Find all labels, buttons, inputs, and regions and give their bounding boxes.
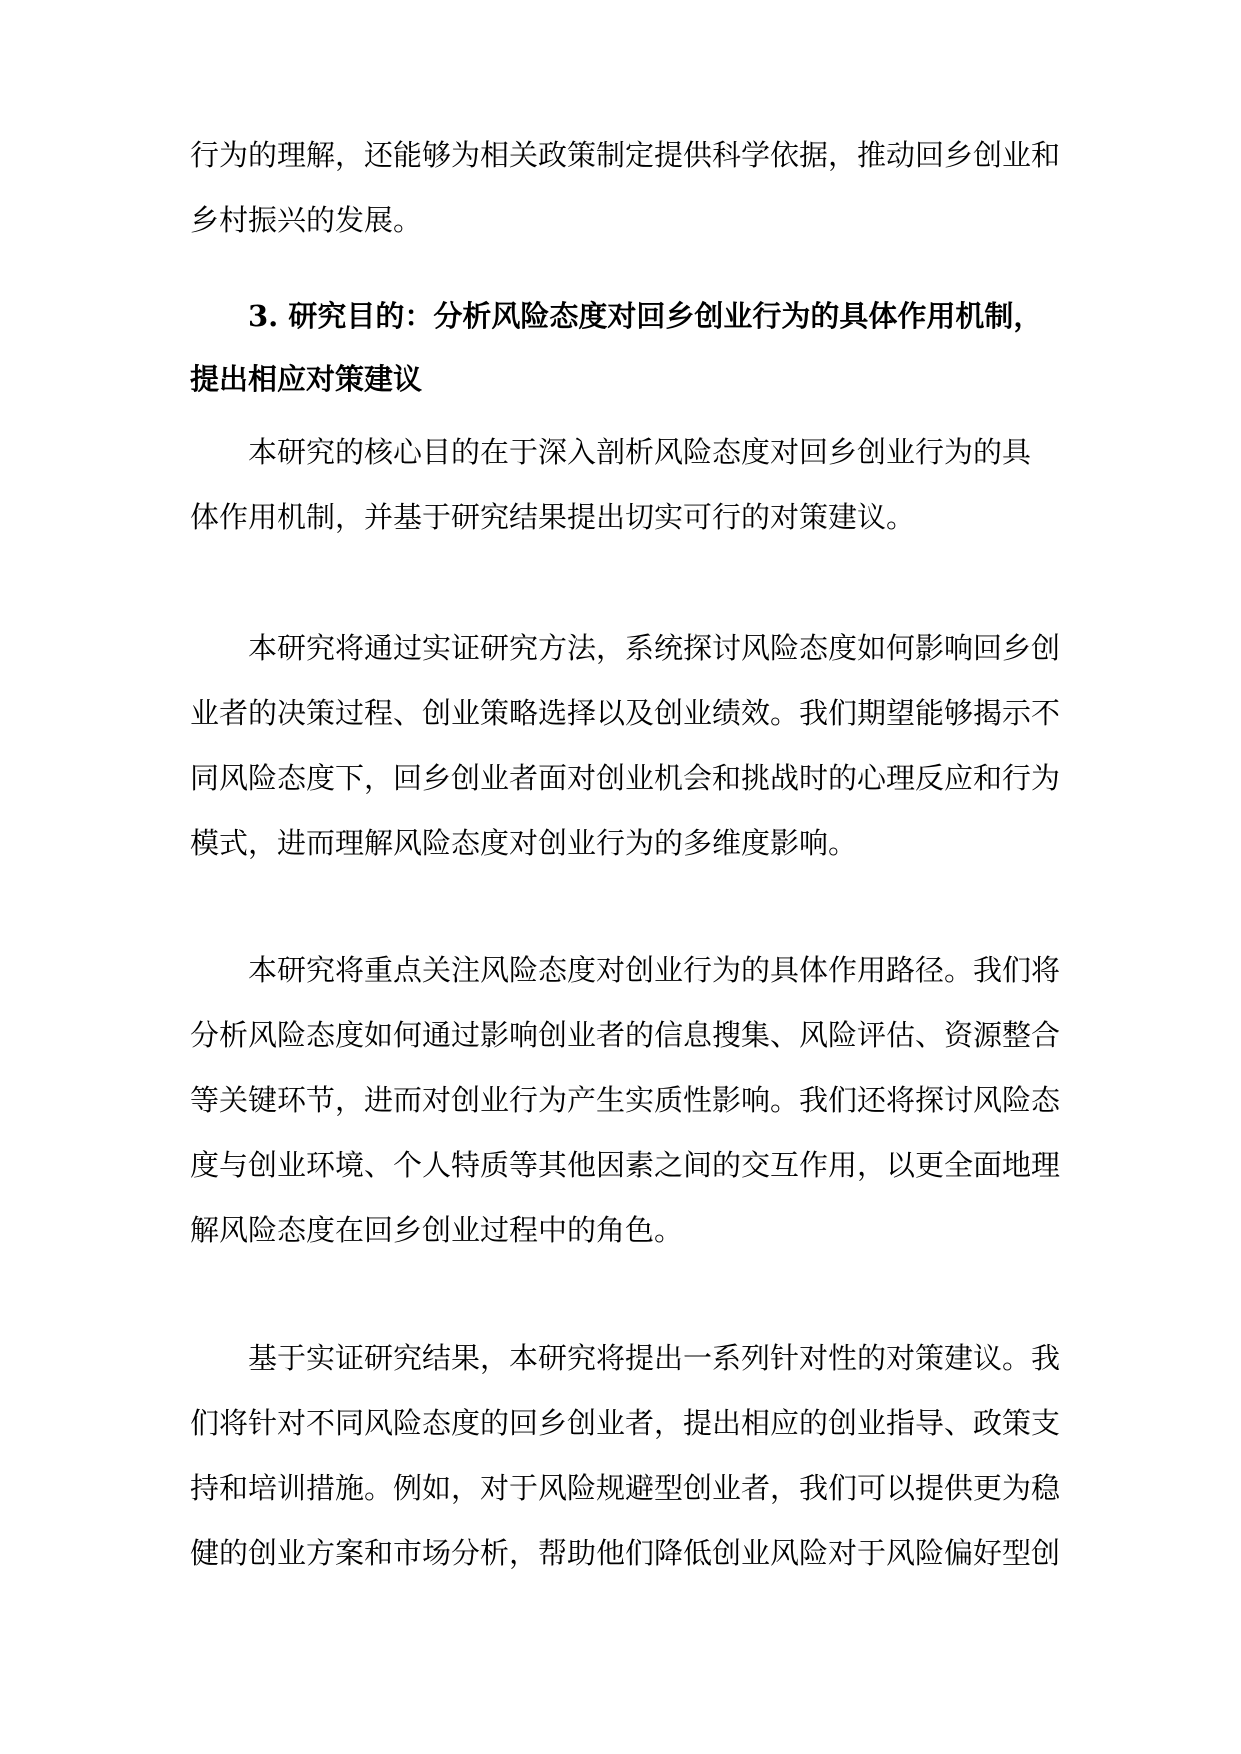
text-line: 乡村振兴的发展。	[190, 203, 423, 237]
text-line: 基于实证研究结果，本研究将提出一系列针对性的对策建议。我	[248, 1341, 1061, 1375]
text-line: 们将针对不同风险态度的回乡创业者，提出相应的创业指导、政策支	[190, 1406, 1061, 1440]
text-line: 分析风险态度如何通过影响创业者的信息搜集、风险评估、资源整合	[190, 1018, 1061, 1052]
text-line: 业者的决策过程、创业策略选择以及创业绩效。我们期望能够揭示不	[190, 696, 1061, 730]
text-line: 体作用机制，并基于研究结果提出切实可行的对策建议。	[190, 500, 916, 534]
text-line: 度与创业环境、个人特质等其他因素之间的交互作用，以更全面地理	[190, 1148, 1061, 1182]
text-line: 模式，进而理解风险态度对创业行为的多维度影响。	[190, 826, 858, 860]
text-line: 健的创业方案和市场分析，帮助他们降低创业风险对于风险偏好型创	[190, 1536, 1061, 1570]
text-line: 本研究将重点关注风险态度对创业行为的具体作用路径。我们将	[248, 953, 1061, 987]
heading-line: 3. 研究目的：分析风险态度对回乡创业行为的具体作用机制，	[248, 299, 1043, 333]
heading-line: 提出相应对策建议	[190, 362, 423, 396]
text-line: 行为的理解，还能够为相关政策制定提供科学依据，推动回乡创业和	[190, 138, 1061, 172]
text-line: 同风险态度下，回乡创业者面对创业机会和挑战时的心理反应和行为	[190, 761, 1061, 795]
text-line: 本研究将通过实证研究方法，系统探讨风险态度如何影响回乡创	[248, 631, 1061, 665]
text-line: 解风险态度在回乡创业过程中的角色。	[190, 1213, 684, 1247]
text-line: 等关键环节，进而对创业行为产生实质性影响。我们还将探讨风险态	[190, 1083, 1061, 1117]
text-line: 本研究的核心目的在于深入剖析风险态度对回乡创业行为的具	[248, 435, 1032, 469]
text-line: 持和培训措施。例如，对于风险规避型创业者，我们可以提供更为稳	[190, 1471, 1061, 1505]
